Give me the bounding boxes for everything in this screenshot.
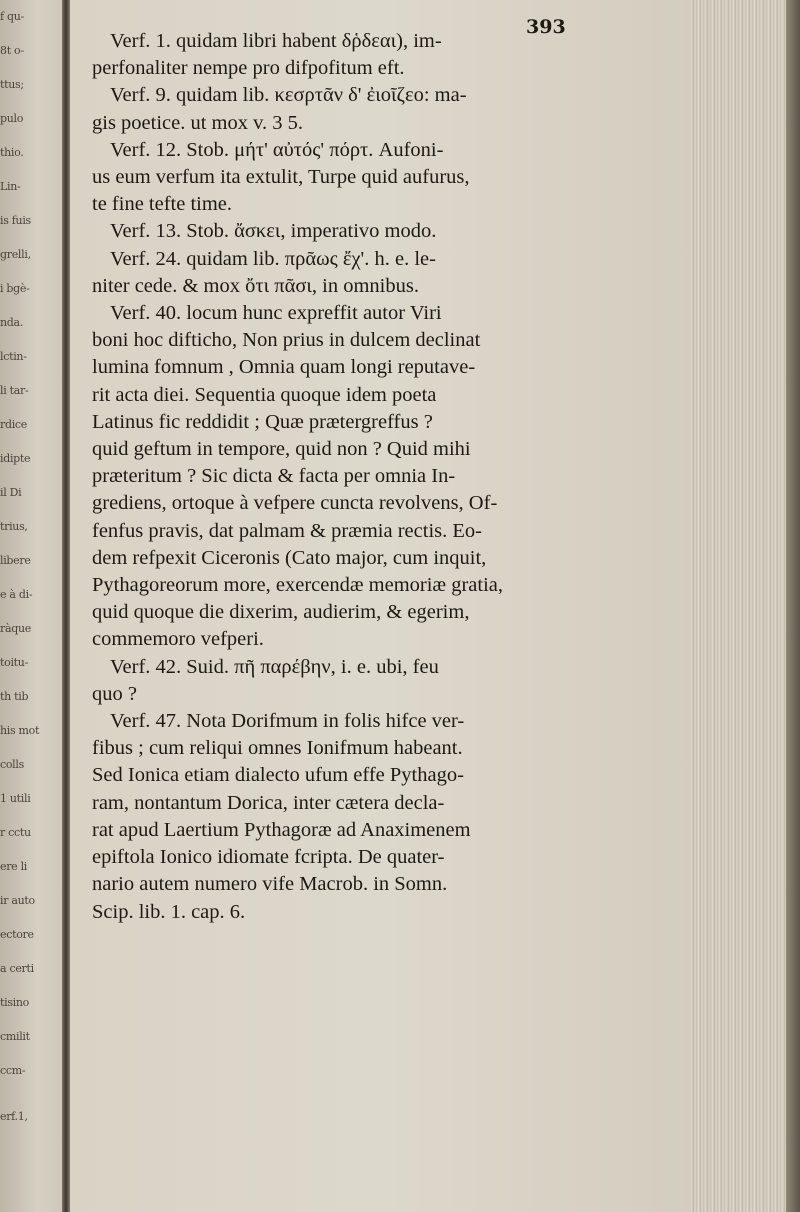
gutter-fragment: libere	[0, 554, 31, 567]
text-line: Verf. 9. quidam lib. κεσρτᾶν δ' ἐιοῖζεο: ma-	[110, 84, 467, 107]
gutter-fragment: grelli,	[0, 248, 31, 261]
page-edges	[690, 0, 800, 1212]
gutter-fragment: toitu-	[0, 656, 28, 669]
text-line: gis poetice. ut mox v. 3 5.	[92, 111, 304, 134]
gutter-fragment: pulo	[0, 112, 24, 125]
gutter-fragment: 1 utili	[0, 792, 31, 805]
text-line: Scip. lib. 1. cap. 6.	[92, 900, 246, 923]
gutter-fragment: il Di	[0, 486, 22, 499]
gutter-fragment: his mot	[0, 724, 40, 737]
text-line: rit acta diei. Sequentia quoque idem poeta	[92, 383, 437, 406]
text-line: fenfus pravis, dat palmam & præmia rectis. Eo-	[92, 519, 482, 542]
text-line: Verf. 24. quidam lib. πρᾶως ἔχ'. h. e. le-	[110, 247, 436, 270]
gutter-fragment: Lin-	[0, 180, 21, 193]
text-line: niter cede. & mox ὄτι πᾶσι, in omnibus.	[92, 274, 419, 297]
gutter-fragment: i bgè-	[0, 282, 30, 295]
gutter-fragment: li tar-	[0, 384, 29, 397]
text-line: quid geftum in tempore, quid non ? Quid mihi	[92, 438, 471, 461]
text-line: quo ?	[92, 682, 137, 705]
text-line: Latinus fic reddidit ; Quæ prætergreffus ?	[92, 410, 433, 433]
gutter-fragment: nda.	[0, 316, 23, 329]
gutter-fragment: f qu-	[0, 10, 24, 23]
gutter-fragment: th tib	[0, 690, 29, 703]
text-line: fibus ; cum reliqui omnes Ionifmum habeant.	[92, 737, 463, 760]
gutter-fragment: r cctu	[0, 826, 31, 839]
gutter-fragment: trius,	[0, 520, 28, 533]
text-line: perfonaliter nempe pro difpofitum eft.	[92, 57, 405, 80]
gutter-fragment: ere li	[0, 860, 28, 873]
text-line: nario autem numero vife Macrob. in Somn.	[92, 873, 448, 896]
text-line: Pythagoreorum more, exercendæ memoriæ gratia,	[92, 574, 504, 597]
text-line: ram, nontantum Dorica, inter cætera decla-	[92, 791, 445, 814]
gutter-fragment: ttus;	[0, 78, 24, 91]
book-cover-edge	[786, 0, 800, 1212]
text-line: te fine tefte time.	[92, 193, 233, 216]
text-line: Verf. 12. Stob. μήτ' αὐτός' πόρτ. Aufoni-	[110, 138, 444, 161]
page-number: 393	[526, 16, 566, 38]
text-line: Verf. 40. locum hunc expreffit autor Viri	[110, 302, 442, 325]
text-line: epiftola Ionico idiomate fcripta. De quater-	[92, 846, 445, 869]
opposite-page-gutter	[0, 0, 62, 1212]
gutter-fragment: rdice	[0, 418, 27, 431]
text-line: præteritum ? Sic dicta & facta per omnia In-	[92, 465, 456, 488]
gutter-fragment: colls	[0, 758, 24, 771]
commentary-text	[92, 28, 632, 926]
text-line: Verf. 1. quidam libri habent δῥδεαι), im-	[110, 30, 442, 52]
text-line: grediens, ortoque à vefpere cuncta revolvens, Of-	[92, 492, 498, 515]
gutter-fragment: thio.	[0, 146, 24, 159]
gutter-fragment: erf.1,	[0, 1110, 28, 1123]
gutter-fragment: is fuis	[0, 214, 31, 227]
text-line: dem refpexit Ciceronis (Cato major, cum inquit,	[92, 546, 487, 569]
text-line: Verf. 47. Nota Dorifmum in folis hifce ver-	[110, 710, 465, 733]
gutter-fragment: ràque	[0, 622, 31, 635]
gutter-fragment: e à di-	[0, 588, 33, 601]
text-line: rat apud Laertium Pythagoræ ad Anaximenem	[92, 818, 471, 841]
text-line: Verf. 42. Suid. πῆ παρέβην, i. e. ubi, feu	[110, 655, 439, 678]
gutter-fragment: 8t o-	[0, 44, 24, 57]
gutter-fragment: a certi	[0, 962, 34, 975]
gutter-fragment: ectore	[0, 928, 34, 941]
gutter-fragment: tisino	[0, 996, 30, 1009]
gutter-fragment: idipte	[0, 452, 31, 465]
book-spine	[62, 0, 70, 1212]
text-line: quid quoque die dixerim, audierim, & egerim,	[92, 601, 470, 624]
gutter-fragment: cmilit	[0, 1030, 30, 1043]
gutter-fragment: ir auto	[0, 894, 35, 907]
text-line: Verf. 13. Stob. ἄσκει, imperativo modo.	[110, 220, 437, 243]
gutter-fragment: ccm-	[0, 1064, 26, 1077]
text-line: boni hoc difticho, Non prius in dulcem declinat	[92, 329, 481, 352]
text-line: us eum verfum ita extulit, Turpe quid aufurus,	[92, 166, 470, 189]
text-line: commemoro vefperi.	[92, 628, 264, 651]
text-line: Sed Ionica etiam dialecto ufum effe Pythago-	[92, 764, 464, 787]
gutter-fragment: lctin-	[0, 350, 27, 363]
text-line: lumina fomnum , Omnia quam longi reputave-	[92, 356, 476, 379]
